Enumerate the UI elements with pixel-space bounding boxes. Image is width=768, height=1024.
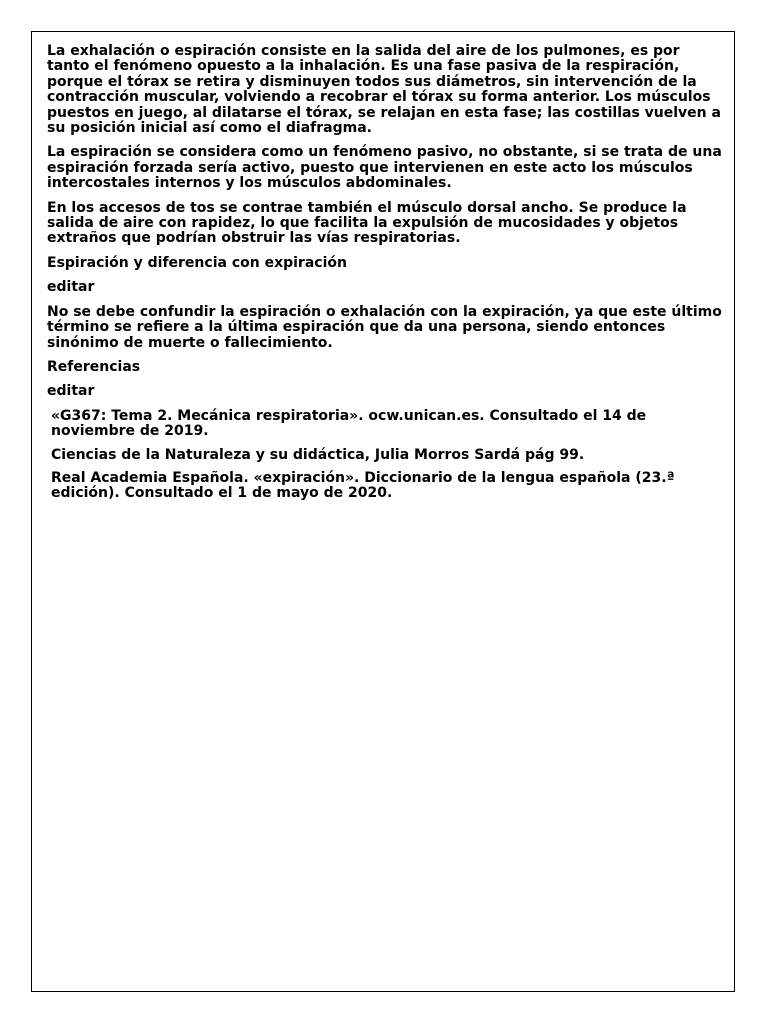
edit-link[interactable]: editar <box>47 383 95 400</box>
edit-link[interactable]: editar <box>47 279 95 296</box>
body-paragraph: La exhalación o espiración consiste en la salida del aire de los pulmones, es por tanto el fenómeno opuesto a la inhalación. Es una fase pasiva de la respiración, porque el tórax se retira y disminuyen todos sus diámetros, sin intervención de la contracción muscular, volviendo a recobrar el tórax su forma anterior. Los músculos puestos en juego, al dilatarse el tórax, se relajan en esta fase; las costillas vuelven a su posición inicial así como el diafragma. <box>47 43 721 137</box>
body-paragraph: No se debe confundir la espiración o exhalación con la expiración, ya que este último término se refiere a la última espiración que da una persona, siendo entonces sinónimo de muerte o fallecimiento. <box>47 303 722 351</box>
reference-item: Real Academia Española. «expiración». Diccionario de la lengua española (23.ª edición). Consultado el 1 de mayo de 2020. <box>51 469 675 502</box>
section-heading: Espiración y diferencia con expiración <box>47 254 347 271</box>
references-heading: Referencias <box>47 358 141 375</box>
document-page <box>31 31 735 992</box>
reference-item: «G367: Tema 2. Mecánica respiratoria». ocw.unican.es. Consultado el 14 de noviembre de 2019. <box>51 407 647 440</box>
body-paragraph: La espiración se considera como un fenómeno pasivo, no obstante, si se trata de una espiración forzada sería activo, puesto que intervienen en este acto los músculos intercostales internos y los músculos abdominales. <box>47 144 722 192</box>
body-paragraph: En los accesos de tos se contrae también el músculo dorsal ancho. Se produce la salida de aire con rapidez, lo que facilita la expulsión de mucosidades y objetos extraños que podrían obstruir las vías respiratorias. <box>47 199 687 247</box>
document-content <box>47 44 722 510</box>
reference-item: Ciencias de la Naturaleza y su didáctica, Julia Morros Sardá pág 99. <box>51 446 585 463</box>
